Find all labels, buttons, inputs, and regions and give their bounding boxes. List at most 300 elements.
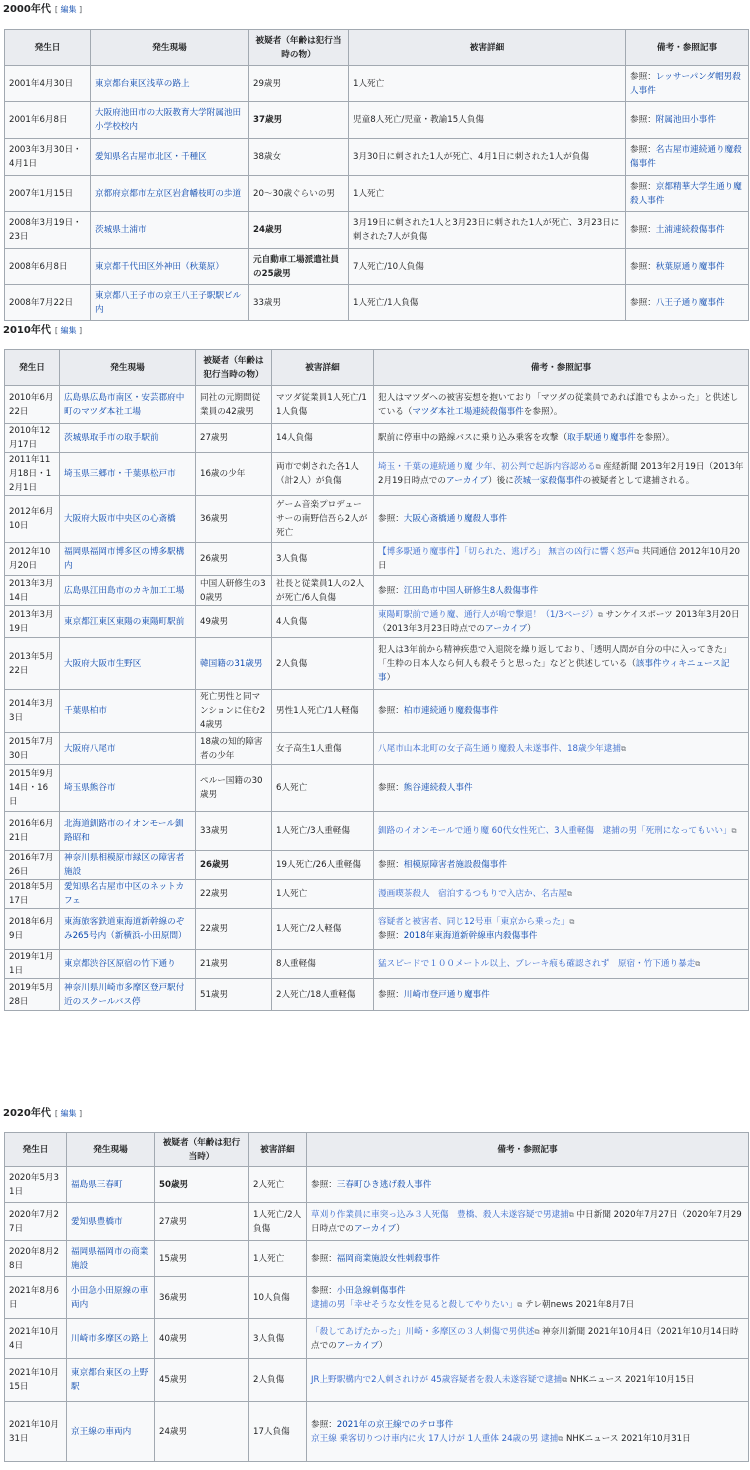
- damage-cell: 1人死亡: [349, 66, 626, 102]
- table-row: [5, 285, 749, 321]
- note-text: 参照：: [378, 860, 404, 870]
- notes-cell: [626, 102, 749, 139]
- date-cell: 2016年6月21日: [5, 812, 60, 851]
- notes-cell: [374, 979, 749, 1011]
- note-text: 参照：: [378, 783, 404, 793]
- external-link-icon: ⧉: [597, 610, 603, 619]
- date-cell: 2007年1月15日: [5, 176, 91, 212]
- place-cell[interactable]: 愛知県名古屋市中区のネットカフェ: [60, 880, 196, 909]
- damage-cell: 1人死亡: [272, 880, 374, 909]
- damage-cell: 両市で刺された各1人（計2人）が負傷: [272, 453, 374, 496]
- article-link[interactable]: アーカイブ: [445, 476, 489, 486]
- external-link[interactable]: JR上野駅構内で2人刺されけが 45歳容疑者を殺人未遂容疑で逮捕: [311, 1375, 563, 1385]
- external-link[interactable]: 容疑者と被害者、同じ12号車「東京から乗った」: [378, 917, 570, 927]
- notes-line: [378, 858, 744, 872]
- notes-line: [378, 824, 744, 838]
- note-text: 参照：: [311, 1179, 337, 1190]
- section-title: 2010年代: [3, 325, 51, 336]
- notes-cell: [374, 606, 749, 638]
- place-cell[interactable]: 東京都台東区の上野駅: [67, 1359, 155, 1402]
- table-row: [5, 638, 749, 690]
- suspect-cell: 27歳男: [155, 1203, 249, 1241]
- place-cell[interactable]: 北海道釧路市のイオンモール釧路昭和: [60, 812, 196, 851]
- notes-cell: [626, 176, 749, 212]
- notes-line: [311, 1298, 744, 1312]
- table-row: [5, 690, 749, 733]
- notes-cell: [374, 424, 749, 453]
- place-cell[interactable]: 愛知県名古屋市北区・千種区: [91, 139, 249, 176]
- place-cell[interactable]: 東海旅客鉄道東海道新幹線のぞみ265号内（新横浜-小田原間）: [60, 909, 196, 950]
- suspect-cell: 33歳男: [249, 285, 349, 321]
- header-date: 発生日: [5, 1133, 67, 1167]
- note-text: を参照）。: [523, 406, 563, 417]
- notes-line: [378, 915, 744, 929]
- note-text: 参照：: [630, 71, 656, 82]
- notes-line: [630, 70, 744, 98]
- external-link-icon: ⧉: [634, 548, 640, 556]
- notes-line: [311, 1178, 744, 1192]
- date-cell: 2021年8月6日: [5, 1277, 67, 1319]
- table-row: [5, 386, 749, 424]
- table-row: [5, 1241, 749, 1277]
- notes-line: [378, 584, 744, 598]
- notes-cell: [307, 1203, 749, 1241]
- damage-cell: 2人負傷: [249, 1359, 307, 1402]
- date-cell: 2013年5月22日: [5, 638, 60, 690]
- notes-cell: [307, 1167, 749, 1203]
- article-link[interactable]: 柏市連続通り魔殺傷事件: [403, 706, 499, 716]
- notes-line: [378, 460, 744, 488]
- notes-line: [378, 643, 744, 685]
- notes-cell: [307, 1241, 749, 1277]
- article-link[interactable]: 相模原障害者施設殺傷事件: [403, 860, 507, 870]
- notes-cell: [626, 285, 749, 321]
- note-text: 犯人は3年前から精神疾患で入退院を繰り返しており、「透明人間が自分の中に入ってきた」「生粋の日本人なら何人も殺そうと思った」などと供述している（: [378, 644, 732, 669]
- notes-cell: [374, 576, 749, 606]
- table-row: [5, 249, 749, 285]
- table-row: [5, 606, 749, 638]
- date-cell: 2019年5月28日: [5, 979, 60, 1011]
- note-text: 参照：: [378, 989, 404, 1000]
- external-link-icon: ⧉: [731, 827, 737, 835]
- header-suspect: 被疑者（年齢は犯行当時）: [155, 1133, 249, 1167]
- note-text: を参照）。: [635, 433, 675, 443]
- notes-line: [378, 545, 744, 573]
- article-link[interactable]: 大阪心斎橋通り魔殺人事件: [403, 514, 507, 524]
- place-cell[interactable]: 千葉県柏市: [60, 690, 196, 733]
- note-text: NHKニュース 2021年10月31日: [563, 1433, 691, 1444]
- incidents-table-2010s: [4, 349, 749, 1011]
- place-cell[interactable]: 福岡県福岡市の商業施設: [67, 1241, 155, 1277]
- place-cell[interactable]: 川崎市多摩区の路上: [67, 1319, 155, 1359]
- date-cell: 2012年10月20日: [5, 543, 60, 576]
- table-header-row: [5, 350, 749, 386]
- table-row: [5, 176, 749, 212]
- header-notes: 備考・参照記事: [626, 30, 749, 66]
- table-row: [5, 812, 749, 851]
- date-cell: 2020年8月28日: [5, 1241, 67, 1277]
- external-link-icon: ⧉: [568, 1210, 574, 1219]
- article-link[interactable]: 京都精華大学生通り魔殺人事件: [630, 181, 742, 206]
- damage-cell: 4人負傷: [272, 606, 374, 638]
- notes-line: [630, 260, 744, 274]
- suspect-cell: 36歳男: [196, 496, 272, 543]
- date-cell: 2014年3月3日: [5, 690, 60, 733]
- place-cell[interactable]: 福岡県福岡市博多区の博多駅構内: [60, 543, 196, 576]
- suspect-cell: 50歳男: [155, 1167, 249, 1203]
- external-link[interactable]: 埼玉・千葉の連続通り魔 少年、初公判で起訴内容認める: [378, 462, 596, 472]
- notes-cell: [374, 386, 749, 424]
- damage-cell: 1人死亡/1人負傷: [349, 285, 626, 321]
- article-link[interactable]: 江田島市中国人研修生8人殺傷事件: [403, 585, 539, 596]
- place-cell[interactable]: 京都府京都市左京区岩倉幡枝町の歩道: [91, 176, 249, 212]
- damage-cell: 3月19日に刺された1人と3月23日に刺された1人が死亡、3月23日に刺された7人が負傷: [349, 212, 626, 249]
- header-place: 発生現場: [67, 1133, 155, 1167]
- note-text: ）: [378, 1340, 388, 1351]
- section-heading-2020s: 2020年代 [ 編集 ]: [3, 1108, 83, 1119]
- note-text: 参照：: [630, 261, 656, 272]
- suspect-cell: 18歳の知的障害者の少年: [196, 733, 272, 765]
- place-cell[interactable]: 茨城県取手市の取手駅前: [60, 424, 196, 453]
- date-cell: 2019年1月1日: [5, 950, 60, 979]
- damage-cell: 1人死亡: [349, 176, 626, 212]
- place-cell[interactable]: 大阪府池田市の大阪教育大学附属池田小学校校内: [91, 102, 249, 139]
- damage-cell: 男性1人死亡/1人軽傷: [272, 690, 374, 733]
- header-date: 発生日: [5, 350, 60, 386]
- external-link[interactable]: 東陽町駅前で通り魔、通行人が嗚で撃退！（1/3ページ）: [378, 609, 598, 620]
- table-row: [5, 139, 749, 176]
- external-link[interactable]: 「殺してあげたかった」川崎・多摩区の３人刺傷で男供述: [311, 1326, 535, 1337]
- note-text: 参照：: [630, 115, 656, 125]
- suspect-cell: 16歳の少年: [196, 453, 272, 496]
- notes-line: [311, 1373, 744, 1387]
- notes-line: [378, 608, 744, 636]
- notes-cell: [307, 1277, 749, 1319]
- notes-cell: [307, 1359, 749, 1402]
- external-link-icon: ⧉: [517, 1300, 523, 1309]
- note-text: ）: [396, 1223, 405, 1234]
- article-link[interactable]: 名古屋市連続通り魔殺傷事件: [630, 145, 742, 169]
- table-row: [5, 576, 749, 606]
- place-cell[interactable]: 愛知県豊橋市: [67, 1203, 155, 1241]
- date-cell: 2003年3月30日・4月1日: [5, 139, 91, 176]
- table-row: [5, 765, 749, 812]
- note-text: 産経新聞 2013年2月19日（2013年2月19日時点での: [378, 462, 744, 486]
- external-link[interactable]: 【博多駅通り魔事件】「切られた、逃げろ」 無言の凶行に響く怒声: [378, 547, 635, 557]
- article-link[interactable]: アーカイブ: [336, 1340, 379, 1351]
- date-cell: 2020年7月27日: [5, 1203, 67, 1241]
- date-cell: 2010年12月17日: [5, 424, 60, 453]
- header-suspect: 被疑者（年齢は犯行当時の物）: [249, 30, 349, 66]
- suspect-cell: 27歳男: [196, 424, 272, 453]
- notes-line: [378, 929, 744, 943]
- notes-line: [630, 113, 744, 127]
- damage-cell: 3人負傷: [249, 1319, 307, 1359]
- notes-cell: [307, 1319, 749, 1359]
- header-notes: 備考・参照記事: [374, 350, 749, 386]
- suspect-cell: 26歳男: [196, 543, 272, 576]
- suspect-cell[interactable]: 韓国籍の31歳男: [196, 638, 272, 690]
- suspect-cell: 49歳男: [196, 606, 272, 638]
- notes-line: [630, 296, 744, 310]
- suspect-cell: 40歳男: [155, 1319, 249, 1359]
- note-text: 犯人はマツダへの被害妄想を抱いており「マツダの従業員であれば誰でもよかった」と供述している（: [378, 392, 739, 417]
- place-cell[interactable]: 大阪府大阪市中央区の心斎橋: [60, 496, 196, 543]
- external-link-icon: ⧉: [534, 1327, 540, 1336]
- suspect-cell: 26歳男: [196, 851, 272, 880]
- note-text: 参照：: [311, 1285, 337, 1296]
- notes-line: [378, 957, 744, 971]
- notes-line: [378, 704, 744, 718]
- suspect-cell: 15歳男: [155, 1241, 249, 1277]
- external-link[interactable]: 京王線 乗客切りつけ車内に火 17人けが 1人重体 24歳の男 逮捕: [311, 1433, 559, 1444]
- header-place: 発生現場: [91, 30, 249, 66]
- date-cell: 2021年10月4日: [5, 1319, 67, 1359]
- date-cell: 2016年7月26日: [5, 851, 60, 880]
- notes-line: [378, 781, 744, 795]
- article-link[interactable]: 三春町ひき逃げ殺人事件: [336, 1179, 432, 1190]
- edit-link[interactable]: 編集: [60, 5, 77, 14]
- damage-cell: 3月30日に刺された1人が死亡、4月1日に刺された1人が負傷: [349, 139, 626, 176]
- article-link[interactable]: 八王子通り魔事件: [655, 297, 725, 308]
- place-cell[interactable]: 神奈川県相模原市緑区の障害者施設: [60, 851, 196, 880]
- notes-cell: [307, 1402, 749, 1462]
- article-link[interactable]: レッサーパンダ帽男殺人事件: [630, 71, 741, 96]
- notes-line: [630, 180, 744, 208]
- external-link[interactable]: 逮捕の男「幸せそうな女性を見ると殺してやりたい」: [311, 1299, 518, 1310]
- article-link[interactable]: 該事件ウィキニュース記事: [378, 658, 730, 683]
- date-cell: 2021年10月15日: [5, 1359, 67, 1402]
- place-cell[interactable]: 広島県広島市南区・安芸郡府中町のマツダ本社工場: [60, 386, 196, 424]
- notes-line: [378, 512, 744, 526]
- date-cell: 2001年6月8日: [5, 102, 91, 139]
- suspect-cell: 29歳男: [249, 66, 349, 102]
- date-cell: 2015年9月14日・16日: [5, 765, 60, 812]
- date-cell: 2008年7月22日: [5, 285, 91, 321]
- damage-cell: 6人死亡: [272, 765, 374, 812]
- external-link-icon: ⧉: [620, 744, 626, 753]
- damage-cell: 1人死亡/3人重軽傷: [272, 812, 374, 851]
- article-link[interactable]: 川崎市登戸通り魔事件: [403, 989, 490, 1000]
- external-link[interactable]: 猛スピードで１００メートル以上、ブレーキ痕も確認されず 原宿・竹下通り暴走: [378, 959, 696, 969]
- suspect-cell: ペルー国籍の30歳男: [196, 765, 272, 812]
- place-cell[interactable]: 東京都江東区東陽の東陽町駅前: [60, 606, 196, 638]
- article-link[interactable]: アーカイブ: [485, 623, 528, 634]
- suspect-cell: 元自動車工場派遣社員の25歳男: [249, 249, 349, 285]
- place-cell[interactable]: 小田急小田原線の車両内: [67, 1277, 155, 1319]
- note-text: 神奈川新聞 2021年10月4日（2021年10月14日時点での: [311, 1326, 739, 1351]
- damage-cell: 8人重軽傷: [272, 950, 374, 979]
- table-row: [5, 212, 749, 249]
- external-link-icon: ⧉: [562, 1376, 568, 1384]
- damage-cell: 2人死亡/18人重軽傷: [272, 979, 374, 1011]
- note-text: 駅前に停車中の路線バスに乗り込み乗客を攻撃（: [378, 433, 568, 443]
- table-row: [5, 851, 749, 880]
- suspect-cell: 38歳女: [249, 139, 349, 176]
- suspect-cell: 22歳男: [196, 909, 272, 950]
- table-row: [5, 543, 749, 576]
- notes-line: [311, 1252, 744, 1266]
- header-damage: 被害詳細: [349, 30, 626, 66]
- suspect-cell: 中国人研修生の30歳男: [196, 576, 272, 606]
- table-row: [5, 102, 749, 139]
- notes-cell: [374, 812, 749, 851]
- table-row: [5, 880, 749, 909]
- header-place: 発生現場: [60, 350, 196, 386]
- table-row: [5, 1277, 749, 1319]
- table-row: [5, 950, 749, 979]
- edit-link[interactable]: 編集: [60, 1109, 77, 1118]
- date-cell: 2018年6月9日: [5, 909, 60, 950]
- table-row: [5, 909, 749, 950]
- article-link[interactable]: 附属池田小事件: [655, 115, 716, 125]
- notes-line: [311, 1432, 744, 1446]
- table-header-row: [5, 30, 749, 66]
- table-row: [5, 453, 749, 496]
- table-header-row: [5, 1133, 749, 1167]
- notes-line: [378, 391, 744, 419]
- table-row: [5, 1167, 749, 1203]
- article-link[interactable]: 福岡商業施設女性刺殺事件: [336, 1253, 440, 1264]
- article-link[interactable]: 土浦連続殺傷事件: [655, 225, 725, 235]
- damage-cell: 2人死亡: [249, 1167, 307, 1203]
- article-link[interactable]: 2018年東海道新幹線車内殺傷事件: [403, 931, 538, 941]
- date-cell: 2008年3月19日・23日: [5, 212, 91, 249]
- suspect-cell: 45歳男: [155, 1359, 249, 1402]
- article-link[interactable]: アーカイブ: [353, 1223, 397, 1234]
- notes-line: [378, 431, 744, 445]
- note-text: 参照：: [311, 1419, 337, 1430]
- table-row: [5, 496, 749, 543]
- suspect-cell: 死亡男性と同マンションに住む24歳男: [196, 690, 272, 733]
- damage-cell: 7人死亡/10人負傷: [349, 249, 626, 285]
- notes-line: [311, 1208, 744, 1236]
- date-cell: 2001年4月30日: [5, 66, 91, 102]
- note-text: ）: [527, 623, 536, 634]
- notes-cell: [626, 249, 749, 285]
- external-link[interactable]: 漫画喫茶殺人 宿泊するつもりで入店か、名古屋: [378, 889, 567, 899]
- damage-cell: 女子高生1人重傷: [272, 733, 374, 765]
- damage-cell: 19人死亡/26人重軽傷: [272, 851, 374, 880]
- notes-cell: [374, 690, 749, 733]
- external-link[interactable]: 草刈り作業員に車突っ込み３人死傷 豊橋、殺人未遂容疑で男逮捕: [311, 1209, 569, 1220]
- article-link[interactable]: マツダ本社工場連続殺傷事件: [412, 406, 524, 417]
- damage-cell: 10人負傷: [249, 1277, 307, 1319]
- damage-cell: 1人死亡/2人軽傷: [272, 909, 374, 950]
- place-cell[interactable]: 東京都八王子市の京王八王子駅駅ビル内: [91, 285, 249, 321]
- note-text: 参照：: [630, 145, 656, 155]
- notes-cell: [374, 880, 749, 909]
- note-text: 参照：: [630, 181, 656, 192]
- notes-cell: [626, 139, 749, 176]
- article-link[interactable]: 秋葉原通り魔事件: [655, 261, 725, 272]
- article-link[interactable]: 小田急線刺傷事件: [336, 1285, 406, 1296]
- external-link[interactable]: 釧路のイオンモールで通り魔 60代女性死亡、3人重軽傷 逮捕の男「死刑になってもいい」: [378, 826, 732, 836]
- header-damage: 被害詳細: [272, 350, 374, 386]
- table-row: [5, 66, 749, 102]
- place-cell[interactable]: 大阪府八尾市: [60, 733, 196, 765]
- note-text: の被疑者として逮捕される。: [582, 476, 695, 486]
- header-notes: 備考・参照記事: [307, 1133, 749, 1167]
- damage-cell: 3人負傷: [272, 543, 374, 576]
- place-cell[interactable]: 京王線の車両内: [67, 1402, 155, 1462]
- damage-cell: 17人負傷: [249, 1402, 307, 1462]
- damage-cell: 社長と従業員1人の2人が死亡/6人負傷: [272, 576, 374, 606]
- note-text: 参照：: [378, 706, 404, 716]
- date-cell: 2021年10月31日: [5, 1402, 67, 1462]
- notes-cell: [374, 543, 749, 576]
- table-row: [5, 733, 749, 765]
- article-link[interactable]: 茨城一家殺傷事件: [513, 476, 583, 486]
- place-cell[interactable]: 茨城県土浦市: [91, 212, 249, 249]
- notes-line: [311, 1284, 744, 1298]
- date-cell: 2013年3月14日: [5, 576, 60, 606]
- notes-cell: [374, 496, 749, 543]
- external-link-icon: ⧉: [566, 890, 572, 898]
- section-heading-2010s: 2010年代 [ 編集 ]: [3, 325, 83, 336]
- place-cell[interactable]: 福島県三春町: [67, 1167, 155, 1203]
- notes-cell: [626, 66, 749, 102]
- edit-link[interactable]: 編集: [60, 326, 77, 335]
- notes-cell: [374, 453, 749, 496]
- article-link[interactable]: 2021年の京王線でのテロ事件: [336, 1419, 454, 1430]
- notes-line: [378, 988, 744, 1002]
- damage-cell: 14人負傷: [272, 424, 374, 453]
- note-text: ）: [386, 672, 396, 683]
- date-cell: 2010年6月22日: [5, 386, 60, 424]
- damage-cell: 1人死亡: [249, 1241, 307, 1277]
- notes-cell: [374, 950, 749, 979]
- article-link[interactable]: 取手駅通り魔事件: [567, 433, 636, 443]
- note-text: 参照：: [378, 514, 404, 524]
- notes-line: [630, 143, 744, 171]
- suspect-cell: 33歳男: [196, 812, 272, 851]
- table-row: [5, 1359, 749, 1402]
- suspect-cell: 36歳男: [155, 1277, 249, 1319]
- article-link[interactable]: 熊谷連続殺人事件: [403, 783, 473, 793]
- place-cell[interactable]: 広島県江田島市のカキ加工工場: [60, 576, 196, 606]
- place-cell[interactable]: 東京都千代田区外神田（秋葉原）: [91, 249, 249, 285]
- section-title: 2000年代: [3, 4, 51, 15]
- note-text: 共同通信 2012年10月20日: [378, 547, 741, 571]
- suspect-cell: 37歳男: [249, 102, 349, 139]
- notes-line: [630, 223, 744, 237]
- place-cell[interactable]: 大阪府大阪市生野区: [60, 638, 196, 690]
- external-link[interactable]: 八尾市山本北町の女子高生通り魔殺人未遂事件、18歳少年逮捕: [378, 743, 621, 754]
- place-cell[interactable]: 埼玉県熊谷市: [60, 765, 196, 812]
- notes-cell: [374, 765, 749, 812]
- date-cell: 2018年5月17日: [5, 880, 60, 909]
- place-cell[interactable]: 東京都台東区浅草の路上: [91, 66, 249, 102]
- date-cell: 2008年6月8日: [5, 249, 91, 285]
- note-text: サンケイスポーツ 2013年3月20日（2013年3月23日時点での: [378, 609, 740, 634]
- place-cell[interactable]: 東京都渋谷区原宿の竹下通り: [60, 950, 196, 979]
- suspect-cell: 21歳男: [196, 950, 272, 979]
- place-cell[interactable]: 埼玉県三郷市・千葉県松戸市: [60, 453, 196, 496]
- damage-cell: 2人負傷: [272, 638, 374, 690]
- table-row: [5, 979, 749, 1011]
- notes-line: [311, 1418, 744, 1432]
- section-title: 2020年代: [3, 1108, 51, 1119]
- table-row: [5, 424, 749, 453]
- suspect-cell: 24歳男: [249, 212, 349, 249]
- date-cell: 2015年7月30日: [5, 733, 60, 765]
- suspect-cell: 24歳男: [155, 1402, 249, 1462]
- place-cell[interactable]: 神奈川県川崎市多摩区登戸駅付近のスクールバス停: [60, 979, 196, 1011]
- external-link-icon: ⧉: [595, 463, 601, 471]
- notes-cell: [374, 851, 749, 880]
- external-link-icon: ⧉: [558, 1434, 564, 1443]
